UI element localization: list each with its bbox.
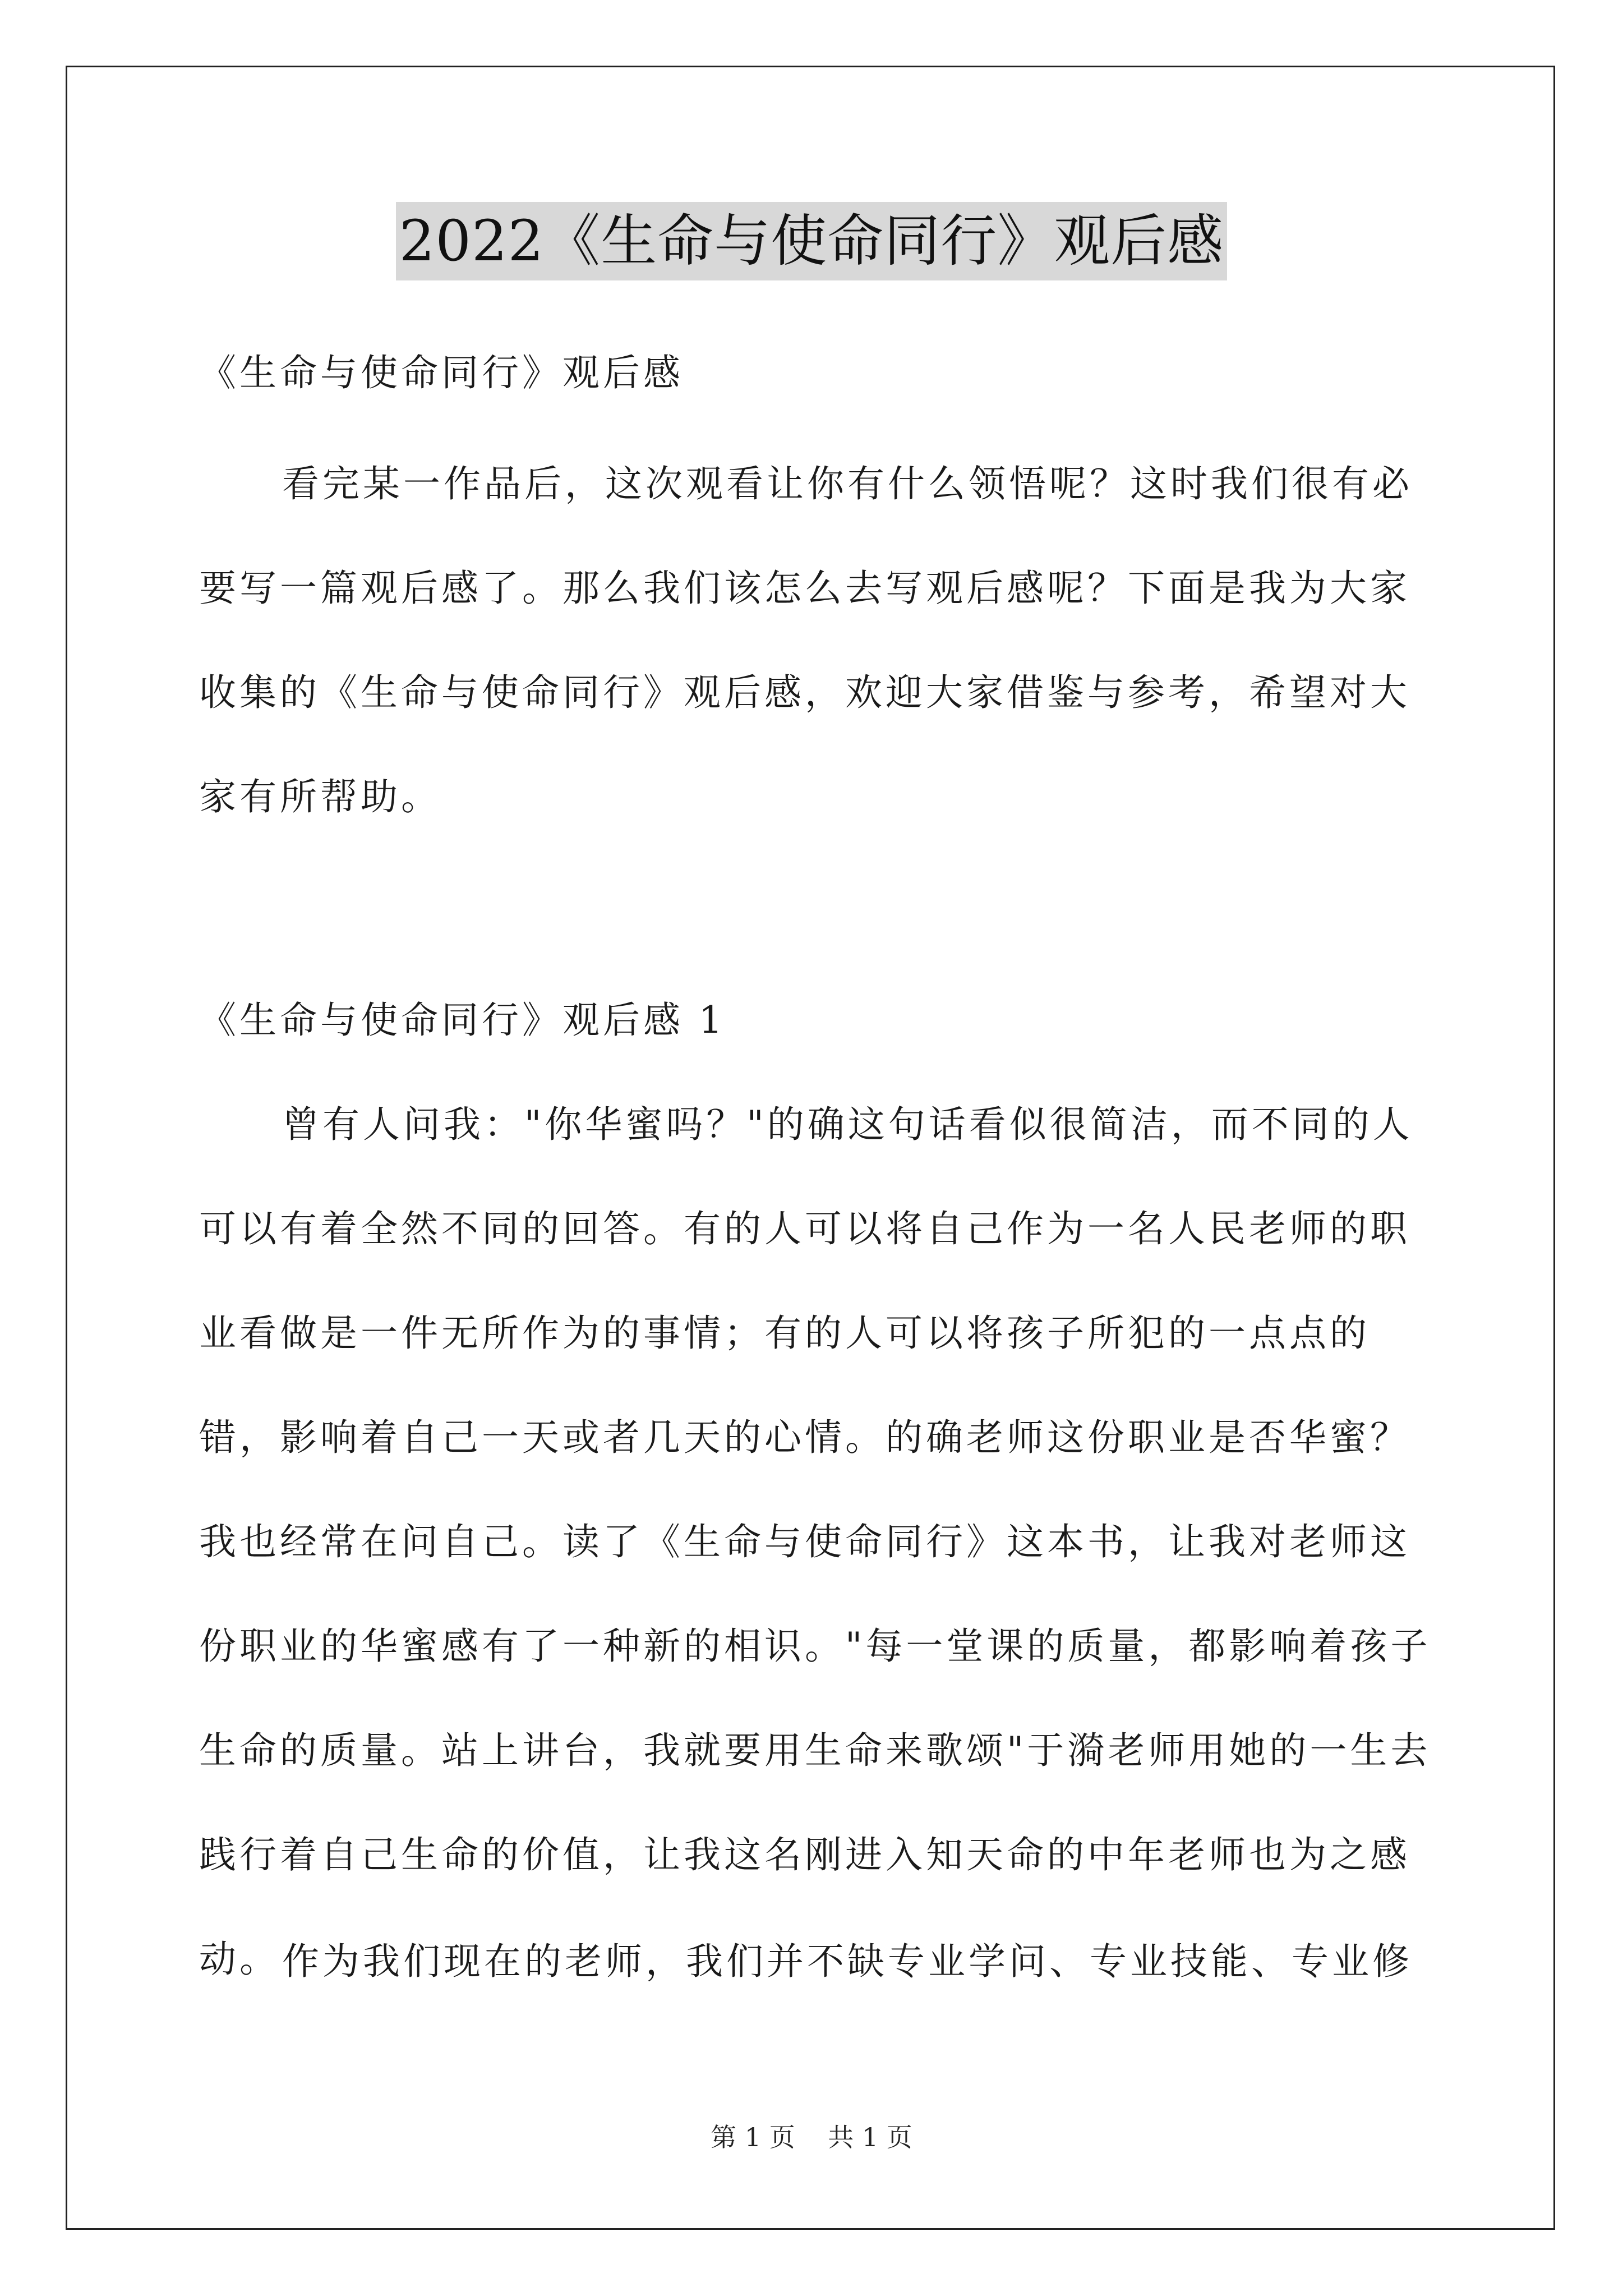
section-1-paragraph-1: 曾有人问我："你华蜜吗？"的确这句话看似很简洁，而不同的人可以有着全然不同的回答。有的人可以将自己作为一名人民老师的职业看做是一件无所作为的事情；有的人可以将孩子所犯的一点点的错，影响着自己一天或者几天的心情。的确老师这份职业是否华蜜？我也经常在问自己。读了《生命与使命同行》这本书，让我对老师这份职业的华蜜感有了一种新的相识。"每一堂课的质量，都影响着孩子生命的质量。站上讲台，我就要用生命来歌颂"于漪老师用她的一生去践行着自己生命的价值，让我这名刚进入知天命的中年老师也为之感动。 xyxy=(199,1103,1431,1981)
document-title: 2022《生命与使命同行》观后感 xyxy=(396,202,1228,280)
page-number: 第 1 页 xyxy=(711,2122,795,2152)
section-1-paragraph-2: 作为我们现在的老师，我们并不缺专业学问、专业技能、专业修 xyxy=(282,1940,1413,1983)
intro-paragraph: 看完某一作品后，这次观看让你有什么领悟呢？这时我们很有必要写一篇观后感了。那么我们该怎么去写观后感呢？下面是我为大家收集的《生命与使命同行》观后感，欢迎大家借鉴与参考，希望对大家有所帮助。 xyxy=(199,462,1413,818)
document-subtitle: 《生命与使命同行》观后感 xyxy=(199,351,684,394)
title-container xyxy=(0,202,1623,280)
page-footer xyxy=(0,2120,1623,2154)
page-total: 共 1 页 xyxy=(828,2122,912,2152)
section-1-heading: 《生命与使命同行》观后感 1 xyxy=(199,999,726,1042)
